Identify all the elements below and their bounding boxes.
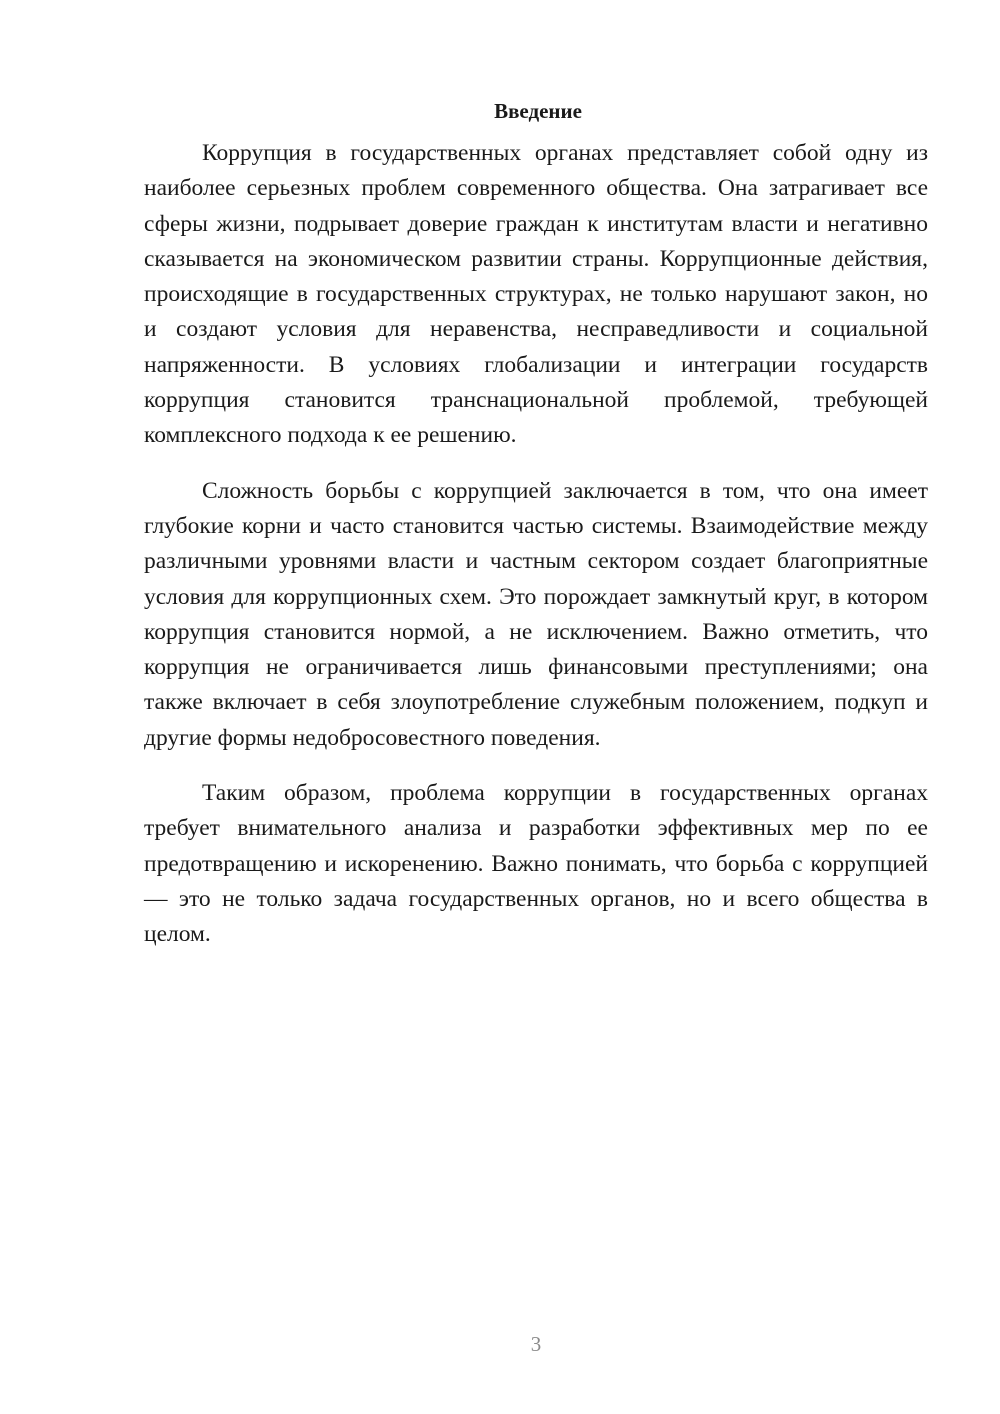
page-content bbox=[144, 96, 928, 973]
page-number: 3 bbox=[530, 1332, 542, 1356]
section-title: Введение bbox=[494, 99, 582, 123]
paragraph-1: Коррупция в государственных органах представляет собой одну из наиболее серьезных проблем современного общества. Она затрагивает все сферы жизни, подрывает доверие граждан к институтам власти и негативно сказывается на экономическом развитии страны. Коррупционные действия, происходящие в государственных структурах, не только нарушают закон, но и создают условия для неравенства, несправедливости и социальной напряженности. В условиях глобализации и интеграции государств коррупция становится транснациональной проблемой, требующей комплексного подхода к ее решению. bbox=[144, 140, 928, 449]
paragraph-2: Сложность борьбы с коррупцией заключается в том, что она имеет глубокие корни и часто становится частью системы. Взаимодействие между различными уровнями власти и частным сектором создает благоприятные условия для коррупционных схем. Это порождает замкнутый круг, в котором коррупция становится нормой, а не исключением. Важно отметить, что коррупция не ограничивается лишь финансовыми преступлениями; она также включает в себя злоупотребление служебным положением, подкуп и другие формы недобросовестного поведения. bbox=[144, 477, 928, 751]
paragraph-3: Таким образом, проблема коррупции в государственных органах требует внимательного анализа и разработки эффективных мер по ее предотвращению и искоренению. Важно понимать, что борьба с коррупцией — это не только задача государственных органов, но и всего общества в целом. bbox=[144, 780, 928, 948]
